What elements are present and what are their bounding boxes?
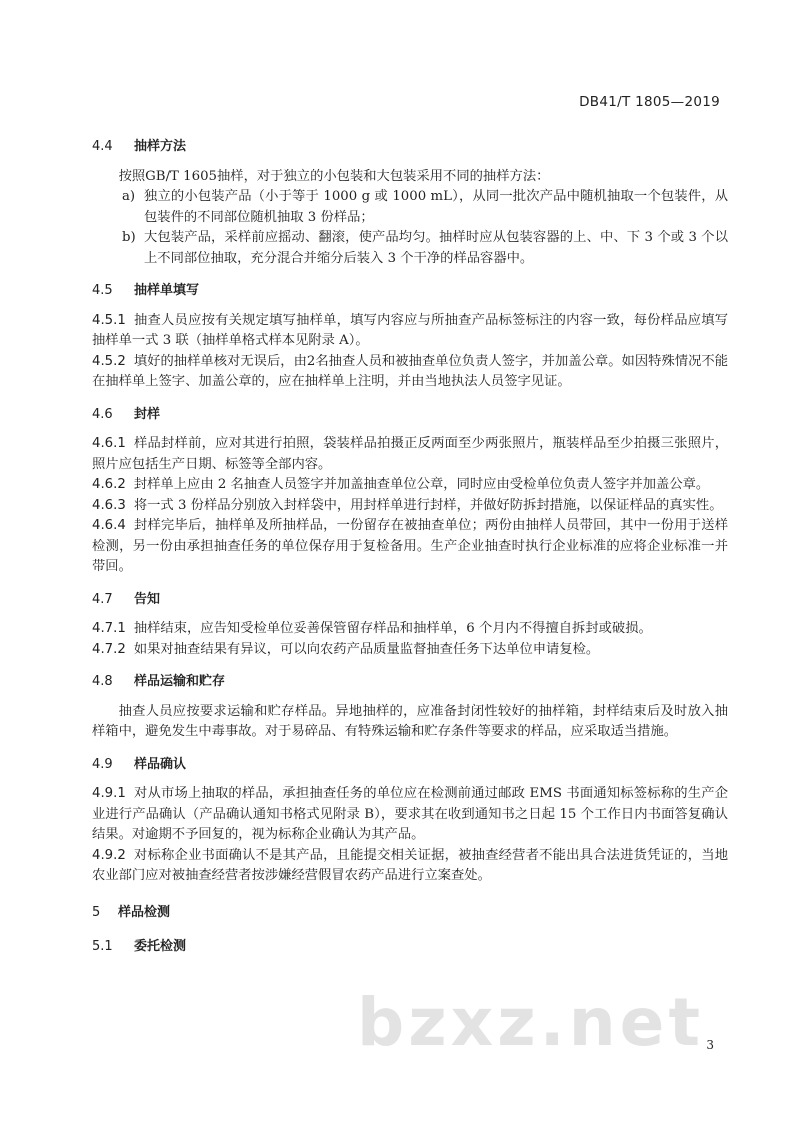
section-title: 告知	[134, 591, 161, 607]
document-body	[92, 125, 728, 967]
clause-text: 封样单上应由 2 名抽查人员签字并加盖抽查单位公章，同时应由受检单位负责人签字并加盖公章。	[133, 477, 710, 492]
paragraph: 按照GB/T 1605抽样，对于独立的小包装和大包装采用不同的抽样方法：	[118, 168, 550, 184]
clause-4-6-1	[92, 434, 728, 475]
clause-number: 4.6.2	[92, 477, 126, 492]
chapter-number: 5	[92, 904, 101, 920]
section-heading-4-5	[92, 281, 728, 302]
section-number: 5.1	[92, 939, 113, 954]
clause-number: 4.5.2	[92, 353, 126, 369]
clause-number: 4.9.2	[92, 847, 126, 863]
chapter-heading-5	[92, 903, 728, 924]
section-heading-5-1	[92, 937, 728, 958]
section-number: 4.5	[92, 283, 113, 298]
list-item	[92, 228, 728, 269]
clause-4-6-3	[92, 496, 728, 517]
method-list	[92, 187, 728, 269]
paragraph: 抽查人员应按要求运输和贮存样品。异地抽样的，应准备封闭性较好的抽样箱，封样结束后及时放入抽样箱中，避免发生中毒事故。对于易碎品、有特殊运输和贮存条件等要求的样品，应采取适当措施。	[92, 703, 728, 739]
section-heading-4-7	[92, 590, 728, 611]
standard-code-header: DB41/T 1805—2019	[579, 94, 720, 110]
section-number: 4.9	[92, 756, 113, 772]
list-item-text: 独立的小包装产品（小于等于 1000 g 或 1000 mL），从同一批次产品中随机抽取一个包装件，从包装件的不同部位随机抽取 3 份样品；	[144, 189, 728, 225]
list-item	[92, 187, 728, 228]
clause-number: 4.7.1	[92, 621, 126, 636]
clause-text: 填好的抽样单核对无误后，由2名抽查人员和被抽查单位负责人签字，并加盖公章。如因特殊情况不能在抽样单上签字、加盖公章的，应在抽样单上注明，并由当地执法人员签字见证。	[92, 353, 728, 389]
section-heading-4-8	[92, 672, 728, 693]
section-title: 样品确认	[134, 756, 187, 772]
clause-4-7-2	[92, 640, 728, 661]
list-marker: a)	[122, 189, 136, 204]
clause-number: 4.6.3	[92, 497, 126, 513]
clause-4-9-1	[92, 784, 728, 846]
clause-text: 对标称企业书面确认不是其产品，且能提交相关证据，被抽查经营者不能出具合法进货凭证的，当地农业部门应对被抽查经营者按涉嫌经营假冒农药产品进行立案查处。	[92, 847, 728, 883]
clause-text: 抽样结束，应告知受检单位妥善保管留存样品和抽样单，6 个月内不得擅自拆封或破损。	[133, 621, 652, 636]
clause-number: 4.6.4	[92, 518, 126, 533]
section-title: 样品运输和贮存	[134, 674, 226, 689]
clause-text: 抽查人员应按有关规定填写抽样单，填写内容应与所抽查产品标签标注的内容一致，每份样品应填写抽样单一式 3 联（抽样单格式样本见附录 A）。	[92, 312, 728, 348]
clause-4-9-2	[92, 846, 728, 887]
page-number: 3	[706, 1038, 714, 1052]
clause-text: 封样完毕后，抽样单及所抽样品，一份留存在被抽查单位；两份由抽样人员带回，其中一份用于送样检测，另一份由承担抽查任务的单位保存用于复检备用。生产企业抽查时执行企业标准的应将企业标准一并带回。	[92, 518, 728, 574]
clause-number: 4.6.1	[92, 436, 126, 451]
section-title: 抽样单填写	[134, 283, 200, 298]
section-heading-4-6	[92, 405, 728, 426]
clause-4-6-4	[92, 516, 728, 578]
section-heading-4-9	[92, 755, 728, 776]
section-title: 抽样方法	[134, 139, 187, 154]
clause-4-7-1	[92, 619, 728, 640]
watermark-logo: bzxz.net	[356, 984, 704, 1061]
clause-number: 4.7.2	[92, 641, 126, 657]
clause-4-5-1	[92, 311, 728, 352]
section-number: 4.7	[92, 591, 113, 607]
clause-number: 4.9.1	[92, 786, 126, 801]
list-item-text: 大包装产品，采样前应摇动、翻滚，使产品均匀。抽样时应从包装容器的上、中、下 3 个或 3 个以上不同部位抽取，充分混合并缩分后装入 3 个干净的样品容器中。	[144, 230, 728, 266]
clause-number: 4.5.1	[92, 312, 126, 328]
section-number: 4.4	[92, 139, 113, 154]
clause-text: 样品封样前，应对其进行拍照，袋装样品拍摄正反两面至少两张照片，瓶装样品至少拍摄三张照片，照片应包括生产日期、标签等全部内容。	[92, 436, 728, 472]
clause-text: 对从市场上抽取的样品，承担抽查任务的单位应在检测前通过邮政 EMS 书面通知标签标称的生产企业进行产品确认（产品确认通知书格式见附录 B），要求其在收到通知书之日起 15 个工作日内书面答复确认结果。对逾期不予回复的，视为标称企业确认为其产品。	[92, 786, 728, 842]
section-heading-4-4	[92, 137, 728, 158]
chapter-title: 样品检测	[118, 904, 171, 920]
section-title: 封样	[134, 406, 161, 422]
clause-4-5-2	[92, 352, 728, 393]
list-marker: b)	[122, 230, 136, 245]
clause-text: 将一式 3 份样品分别放入封样袋中，用封样单进行封样，并做好防拆封措施，以保证样品的真实性。	[133, 497, 723, 513]
clause-text: 如果对抽查结果有异议，可以向农药产品质量监督抽查任务下达单位申请复检。	[133, 641, 600, 657]
section-number: 4.6	[92, 406, 113, 422]
clause-4-6-2	[92, 475, 728, 496]
section-title: 委托检测	[134, 939, 187, 954]
section-number: 4.8	[92, 674, 113, 689]
